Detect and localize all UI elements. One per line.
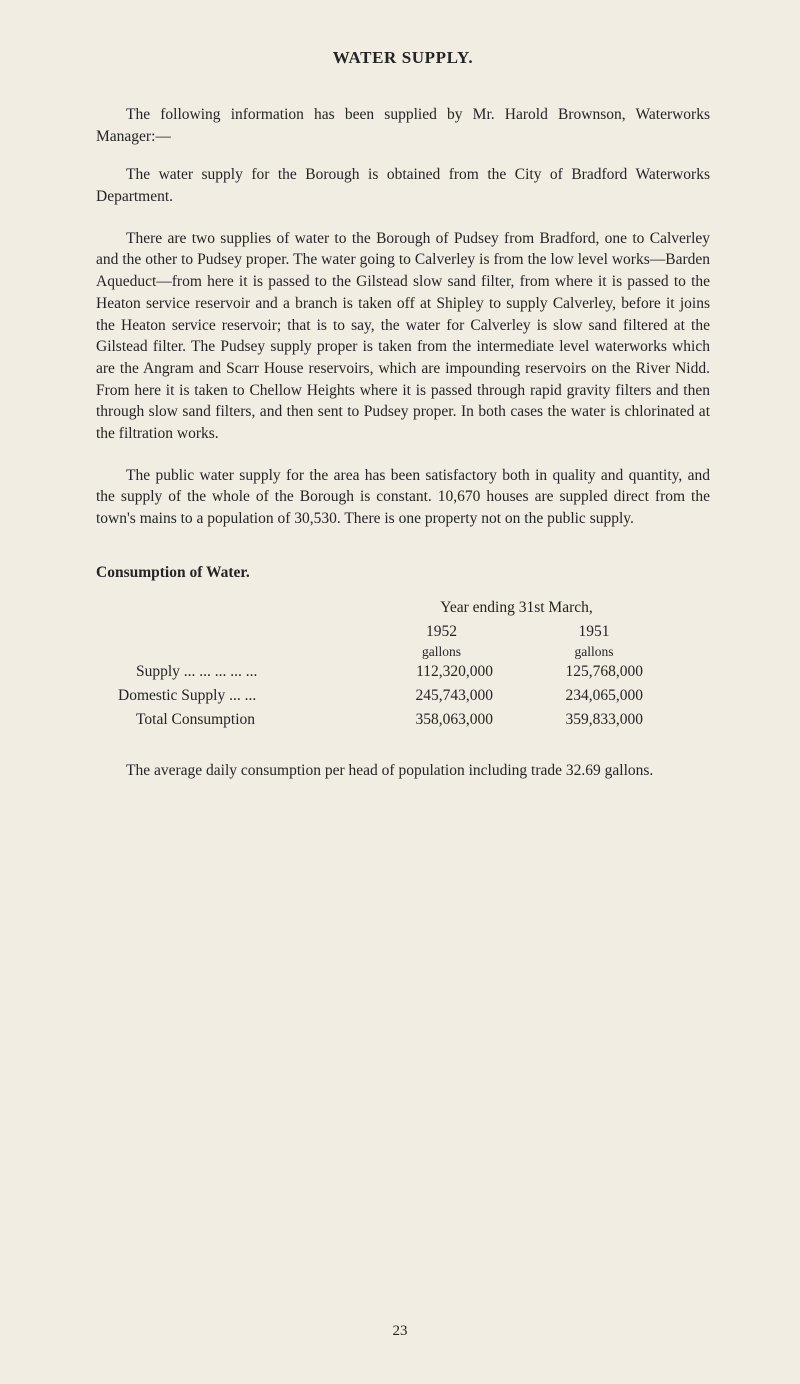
- paragraph-intro: The following information has been supplied by Mr. Harold Brownson, Waterworks Manager:—: [96, 106, 710, 145]
- consumption-table: [114, 596, 710, 732]
- unit-label-1952: gallons: [422, 643, 461, 659]
- row-label: Supply ... ... ... ... ...: [136, 662, 258, 680]
- row-value-1952: 112,320,000: [416, 662, 493, 680]
- paragraph-supplies: There are two supplies of water to the Borough of Pudsey from Bradford, one to Calverley and the other to Pudsey proper. The water going to Calverley is from the low level works—Barden Aqueduct—from here it is passed to the Gilstead slow sand filter, from where it is passed to the Heaton service reservoir and a branch is taken off at Shipley to supply Calverley, before it joins the Heaton service reservoir; that is to say, the water for Calverley is slow sand filtered at the Gilstead filter. The Pudsey supply proper is taken from the intermediate level waterworks which are the Angram and Scarr House reservoirs, which are impounding reservoirs on the River Nidd. From here it is taken to Chellow Heights where it is passed through rapid gravity filters and then through slow sand filters, and then sent to Pudsey proper. In both cases the water is chlorinated at the filtration works.: [96, 229, 710, 442]
- row-label: Domestic Supply ... ...: [118, 686, 257, 704]
- row-value-1952: 358,063,000: [415, 710, 493, 728]
- table-years-row: [114, 620, 710, 644]
- row-value-1952: 245,743,000: [415, 686, 493, 704]
- unit-label-1951: gallons: [574, 643, 614, 659]
- page-title: WATER SUPPLY.: [332, 48, 474, 67]
- table-header-spacer: [114, 596, 364, 620]
- row-value-1951: 125,768,000: [565, 662, 643, 680]
- table-header-row: [114, 596, 710, 620]
- table-header-label: Year ending 31st March,: [440, 598, 593, 616]
- paragraph-quality: The public water supply for the area has been satisfactory both in quality and quantity, and the supply of the whole of the Borough is constant. 10,670 houses are suppled direct from the town's mains to a population of 30,530. There is one property not on the public supply.: [96, 466, 710, 527]
- page-number: 23: [392, 1323, 408, 1339]
- table-row-supply: [114, 660, 710, 684]
- paragraph-average-consumption: The average daily consumption per head of population including trade 32.69 gallons.: [126, 761, 654, 779]
- year-column-1952: 1952: [426, 622, 457, 640]
- year-column-1951: 1951: [578, 622, 610, 640]
- table-row-total-consumption: [114, 708, 710, 732]
- row-label: Total Consumption: [136, 710, 256, 728]
- table-units-row: [114, 644, 710, 660]
- row-value-1951: 234,065,000: [565, 686, 643, 704]
- row-value-1951: 359,833,000: [565, 710, 643, 728]
- consumption-heading: Consumption of Water.: [96, 563, 250, 581]
- table-row-domestic-supply: [114, 684, 710, 708]
- paragraph-source: The water supply for the Borough is obtained from the City of Bradford Waterworks Department.: [96, 166, 710, 206]
